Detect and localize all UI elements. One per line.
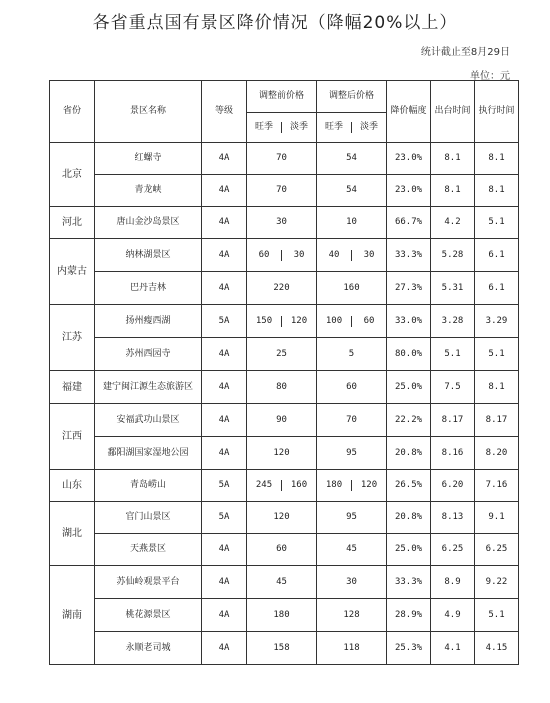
exec-time-cell: 6.1 xyxy=(475,272,519,305)
header-before-off: 淡季 xyxy=(281,122,316,133)
table-row xyxy=(50,338,519,371)
grade-cell: 4A xyxy=(202,566,247,599)
rate-cell: 26.5% xyxy=(387,470,431,502)
after-price-cell: 160 xyxy=(317,272,387,305)
after-off-price: 60 xyxy=(351,316,386,327)
exec-time-cell: 5.1 xyxy=(475,207,519,239)
rate-cell: 22.2% xyxy=(387,404,431,437)
header-after-seasons xyxy=(317,113,387,143)
province-cell: 北京 xyxy=(50,143,95,207)
scenic-name-cell: 安福武功山景区 xyxy=(95,404,202,437)
grade-cell: 4A xyxy=(202,175,247,207)
grade-cell: 5A xyxy=(202,470,247,502)
province-cell: 江西 xyxy=(50,404,95,470)
after-peak-price: 180 xyxy=(325,480,343,490)
issue-time-cell: 3.28 xyxy=(431,305,475,338)
after-price-cell: 30 xyxy=(317,566,387,599)
scenic-name-cell: 苏仙岭观景平台 xyxy=(95,566,202,599)
table-row xyxy=(50,470,519,502)
grade-cell: 4A xyxy=(202,599,247,632)
scenic-name-cell: 巴丹吉林 xyxy=(95,272,202,305)
header-before-seasons xyxy=(247,113,317,143)
table-row xyxy=(50,175,519,207)
rate-cell: 28.9% xyxy=(387,599,431,632)
scenic-name-cell: 苏州西园寺 xyxy=(95,338,202,371)
issue-time-cell: 4.1 xyxy=(431,632,475,665)
scenic-name-cell: 红螺寺 xyxy=(95,143,202,175)
before-peak-price: 60 xyxy=(258,249,270,260)
before-price-cell: 90 xyxy=(247,404,317,437)
header-after-peak: 旺季 xyxy=(324,122,343,132)
grade-cell: 5A xyxy=(202,305,247,338)
after-price-cell xyxy=(317,305,387,338)
header-scenic-name: 景区名称 xyxy=(95,81,202,143)
exec-time-cell: 8.1 xyxy=(475,371,519,404)
after-off-price: 30 xyxy=(351,250,386,261)
exec-time-cell: 5.1 xyxy=(475,599,519,632)
grade-cell: 4A xyxy=(202,272,247,305)
rate-cell: 27.3% xyxy=(387,272,431,305)
rate-cell: 33.3% xyxy=(387,239,431,272)
table-row xyxy=(50,143,519,175)
province-cell: 江苏 xyxy=(50,305,95,371)
stat-date-note: 统计截止至8月29日 xyxy=(420,47,510,58)
table-row xyxy=(50,404,519,437)
before-price-cell: 60 xyxy=(247,534,317,566)
province-cell: 湖北 xyxy=(50,502,95,566)
issue-time-cell: 8.1 xyxy=(431,143,475,175)
before-price-cell: 30 xyxy=(247,207,317,239)
issue-time-cell: 5.1 xyxy=(431,338,475,371)
issue-time-cell: 4.2 xyxy=(431,207,475,239)
after-price-cell: 128 xyxy=(317,599,387,632)
after-price-cell xyxy=(317,239,387,272)
issue-time-cell: 8.16 xyxy=(431,437,475,470)
header-rate: 降价幅度 xyxy=(387,81,431,143)
before-price-cell: 25 xyxy=(247,338,317,371)
before-off-price: 160 xyxy=(281,480,316,491)
before-price-cell xyxy=(247,239,317,272)
exec-time-cell: 4.15 xyxy=(475,632,519,665)
exec-time-cell: 5.1 xyxy=(475,338,519,371)
grade-cell: 4A xyxy=(202,338,247,371)
after-price-cell: 95 xyxy=(317,437,387,470)
before-peak-price: 150 xyxy=(255,315,273,326)
exec-time-cell: 3.29 xyxy=(475,305,519,338)
scenic-name-cell: 永顺老司城 xyxy=(95,632,202,665)
header-province: 省份 xyxy=(50,81,95,143)
header-grade: 等级 xyxy=(202,81,247,143)
before-price-cell: 70 xyxy=(247,143,317,175)
issue-time-cell: 8.17 xyxy=(431,404,475,437)
province-cell: 内蒙古 xyxy=(50,239,95,305)
scenic-name-cell: 青龙峡 xyxy=(95,175,202,207)
grade-cell: 4A xyxy=(202,437,247,470)
issue-time-cell: 8.13 xyxy=(431,502,475,534)
before-price-cell: 80 xyxy=(247,371,317,404)
exec-time-cell: 6.1 xyxy=(475,239,519,272)
exec-time-cell: 6.25 xyxy=(475,534,519,566)
table-row xyxy=(50,632,519,665)
province-cell: 福建 xyxy=(50,371,95,404)
before-off-price: 30 xyxy=(281,250,316,261)
page-title: 各省重点国有景区降价情况（降幅20%以上） xyxy=(92,13,458,33)
before-price-cell: 220 xyxy=(247,272,317,305)
after-price-cell: 5 xyxy=(317,338,387,371)
before-price-cell xyxy=(247,305,317,338)
before-off-price: 120 xyxy=(281,316,316,327)
after-price-cell: 70 xyxy=(317,404,387,437)
table-row xyxy=(50,502,519,534)
exec-time-cell: 8.17 xyxy=(475,404,519,437)
grade-cell: 4A xyxy=(202,143,247,175)
header-after-price: 调整后价格 xyxy=(317,81,387,113)
issue-time-cell: 5.31 xyxy=(431,272,475,305)
table-row xyxy=(50,534,519,566)
rate-cell: 66.7% xyxy=(387,207,431,239)
rate-cell: 33.3% xyxy=(387,566,431,599)
before-price-cell: 70 xyxy=(247,175,317,207)
header-exec-time: 执行时间 xyxy=(475,81,519,143)
table-row xyxy=(50,239,519,272)
issue-time-cell: 4.9 xyxy=(431,599,475,632)
province-cell: 河北 xyxy=(50,207,95,239)
issue-time-cell: 6.25 xyxy=(431,534,475,566)
grade-cell: 4A xyxy=(202,371,247,404)
rate-cell: 23.0% xyxy=(387,175,431,207)
scenic-name-cell: 鄱阳湖国家湿地公园 xyxy=(95,437,202,470)
rate-cell: 20.8% xyxy=(387,502,431,534)
exec-time-cell: 9.22 xyxy=(475,566,519,599)
scenic-name-cell: 青岛崂山 xyxy=(95,470,202,502)
grade-cell: 4A xyxy=(202,207,247,239)
issue-time-cell: 5.28 xyxy=(431,239,475,272)
rate-cell: 80.0% xyxy=(387,338,431,371)
table-row xyxy=(50,305,519,338)
exec-time-cell: 8.1 xyxy=(475,175,519,207)
after-price-cell: 10 xyxy=(317,207,387,239)
issue-time-cell: 6.20 xyxy=(431,470,475,502)
before-price-cell: 158 xyxy=(247,632,317,665)
scenic-name-cell: 纳林湖景区 xyxy=(95,239,202,272)
issue-time-cell: 8.1 xyxy=(431,175,475,207)
before-price-cell: 180 xyxy=(247,599,317,632)
rate-cell: 25.3% xyxy=(387,632,431,665)
scenic-name-cell: 天燕景区 xyxy=(95,534,202,566)
before-peak-price: 245 xyxy=(255,480,273,490)
rate-cell: 33.0% xyxy=(387,305,431,338)
before-price-cell: 120 xyxy=(247,502,317,534)
after-price-cell xyxy=(317,470,387,502)
header-before-price: 调整前价格 xyxy=(247,81,317,113)
after-peak-price: 100 xyxy=(325,315,343,326)
table-row xyxy=(50,437,519,470)
scenic-name-cell: 扬州瘦西湖 xyxy=(95,305,202,338)
issue-time-cell: 8.9 xyxy=(431,566,475,599)
price-table xyxy=(49,80,519,665)
grade-cell: 4A xyxy=(202,404,247,437)
rate-cell: 23.0% xyxy=(387,143,431,175)
header-before-peak: 旺季 xyxy=(254,122,273,132)
grade-cell: 5A xyxy=(202,502,247,534)
scenic-name-cell: 建宁闽江源生态旅游区 xyxy=(95,371,202,404)
issue-time-cell: 7.5 xyxy=(431,371,475,404)
before-price-cell: 120 xyxy=(247,437,317,470)
after-price-cell: 54 xyxy=(317,175,387,207)
before-price-cell xyxy=(247,470,317,502)
after-price-cell: 54 xyxy=(317,143,387,175)
grade-cell: 4A xyxy=(202,239,247,272)
unit-note: 单位：元 xyxy=(470,71,510,82)
exec-time-cell: 8.20 xyxy=(475,437,519,470)
table-row xyxy=(50,599,519,632)
province-cell: 湖南 xyxy=(50,566,95,665)
before-price-cell: 45 xyxy=(247,566,317,599)
header-issue-time: 出台时间 xyxy=(431,81,475,143)
after-price-cell: 60 xyxy=(317,371,387,404)
scenic-name-cell: 官门山景区 xyxy=(95,502,202,534)
after-peak-price: 40 xyxy=(328,249,340,260)
table-row xyxy=(50,566,519,599)
exec-time-cell: 9.1 xyxy=(475,502,519,534)
province-cell: 山东 xyxy=(50,470,95,502)
exec-time-cell: 7.16 xyxy=(475,470,519,502)
rate-cell: 25.0% xyxy=(387,534,431,566)
scenic-name-cell: 桃花源景区 xyxy=(95,599,202,632)
table-row xyxy=(50,272,519,305)
header-after-off: 淡季 xyxy=(351,122,386,133)
after-off-price: 120 xyxy=(351,480,386,491)
table-row xyxy=(50,207,519,239)
scenic-name-cell: 唐山金沙岛景区 xyxy=(95,207,202,239)
grade-cell: 4A xyxy=(202,534,247,566)
rate-cell: 25.0% xyxy=(387,371,431,404)
rate-cell: 20.8% xyxy=(387,437,431,470)
after-price-cell: 118 xyxy=(317,632,387,665)
exec-time-cell: 8.1 xyxy=(475,143,519,175)
after-price-cell: 95 xyxy=(317,502,387,534)
grade-cell: 4A xyxy=(202,632,247,665)
table-row xyxy=(50,371,519,404)
after-price-cell: 45 xyxy=(317,534,387,566)
